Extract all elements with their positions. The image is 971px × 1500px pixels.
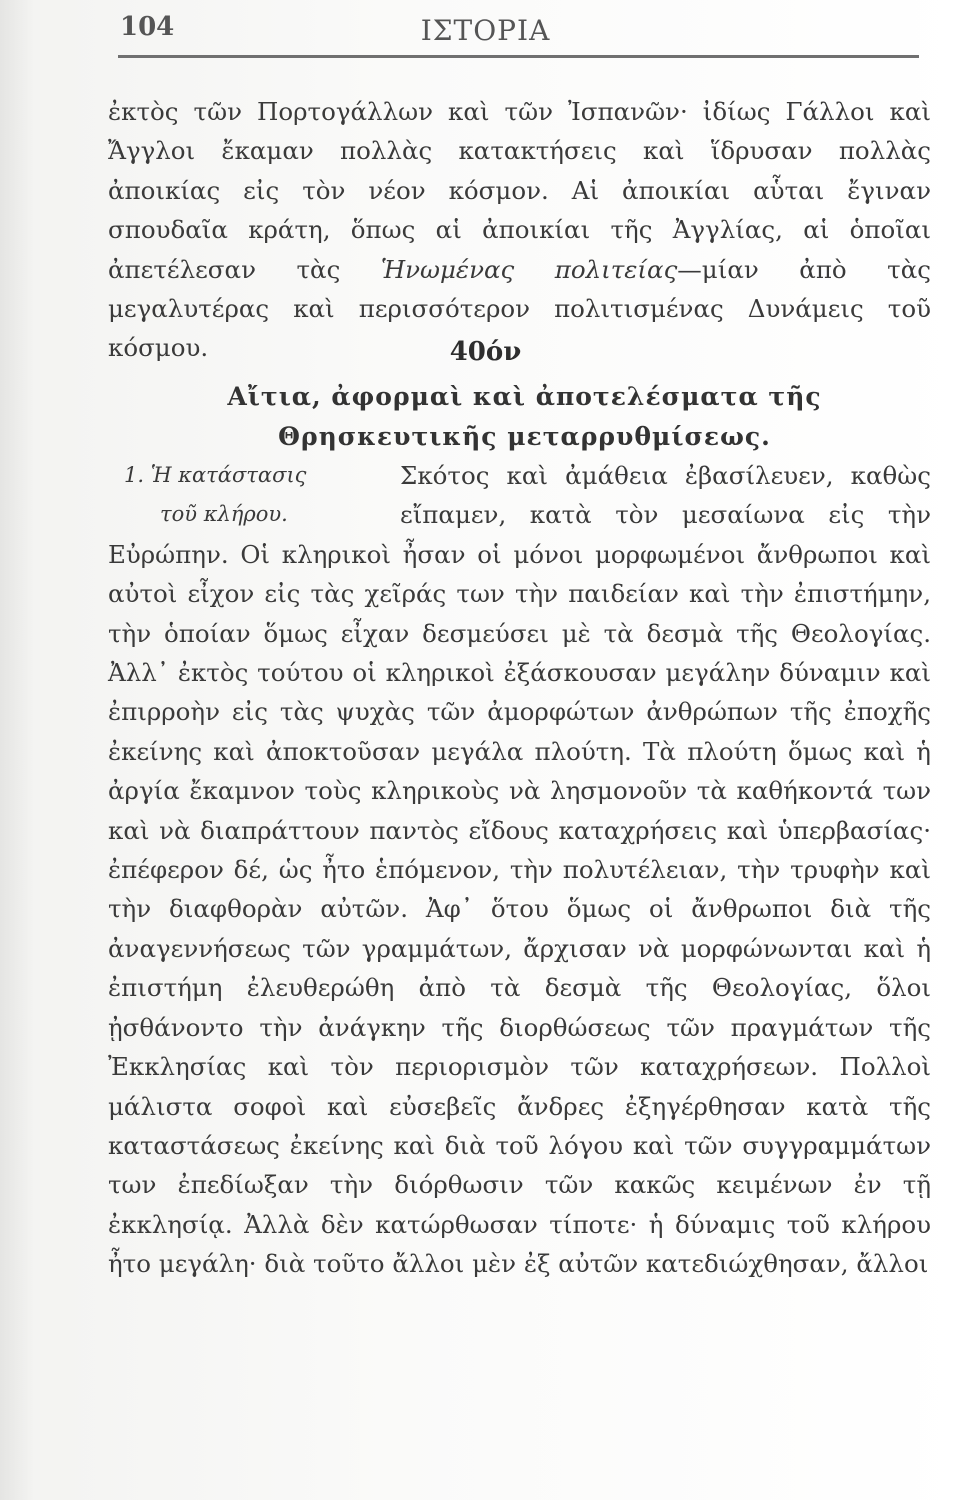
side-heading xyxy=(108,456,400,535)
gutter-shadow xyxy=(0,0,34,1500)
paragraph-1 xyxy=(108,92,931,368)
subsection-1-body: Σκότος καὶ ἀμάθεια ἐβασίλευεν, καθὼς εἴπαμεν, κατὰ τὸν μεσαίωνα εἰς τὴν Εὐρώπην. Οἱ κληρικοὶ ἦσαν οἱ μόνοι μορφωμένοι ἄνθρωποι καὶ αὐτοὶ εἶχον εἰς τὰς χεῖράς των τὴν παιδείαν καὶ τὴν ἐπιστήμην, τὴν ὁποίαν ὅμως εἶχαν δεσμεύσει μὲ τὰ δεσμὰ τῆς Θεολογίας. Ἀλλ᾽ ἐκτὸς τούτου οἱ κληρικοὶ ἐξάσκουσαν μεγάλην δύναμιν καὶ ἐπιρροὴν εἰς τὰς ψυχὰς τῶν ἀμορφώτων ἀνθρώπων τῆς ἐποχῆς ἐκείνης καὶ ἀποκτοῦσαν μεγάλα πλούτη. Τὰ πλούτη ὅμως καὶ ἡ ἀργία ἔκαμνον τοὺς κληρικοὺς νὰ λησμονοῦν τὰ καθήκοντά των καὶ νὰ διαπράττουν παντὸς εἴδους καταχρήσεις καὶ ὑπερβασίας· ἐπέφερον δέ, ὡς ἦτο ἑπόμενον, τὴν πολυτέλειαν, τὴν τρυφὴν καὶ τὴν διαφθορὰν αὐτῶν. Ἀφ᾽ ὅτου ὅμως οἱ ἄνθρωποι διὰ τῆς ἀναγεννήσεως τῶν γραμμάτων, ἄρχισαν νὰ μορφώνωνται καὶ ἡ ἐπιστήμη ἐλευθερώθη ἀπὸ τὰ δεσμὰ τῆς Θεολογίας, ὅλοι ᾐσθάνοντο τὴν ἀνάγκην τῆς διορθώσεως τῶν πραγμάτων τῆς Ἐκκλησίας καὶ τὸν περιορισμὸν τῶν καταχρήσεων. Πολλοὶ μάλιστα σοφοὶ καὶ εὐσεβεῖς ἄνδρες ἐξηγέρθησαν κατὰ τῆς καταστάσεως ἐκείνης καὶ διὰ τοῦ λόγου καὶ τῶν συγγραμμάτων των ἐπεδίωξαν τὴν διόρθωσιν τῶν κακῶς κειμένων ἐν τῇ ἐκκλησίᾳ. Ἀλλὰ δὲν κατώρθωσαν τίποτε· ἡ δύναμις τοῦ κλήρου ἦτο μεγάλη· διὰ τοῦτο ἄλλοι μὲν ἐξ αὐτῶν κατεδιώχθησαν, ἄλλοι xyxy=(108,461,931,1279)
side-heading-line-1: 1. Ἡ κατάστασις xyxy=(124,463,307,487)
section-title: Αἴτια, ἀφορμαὶ καὶ ἀποτελέσματα τῆς Θρησκευτικῆς μεταρρυθμίσεως. xyxy=(227,382,822,451)
side-heading-line-2: τοῦ κλήρου. xyxy=(160,502,288,527)
paragraph-1-text xyxy=(108,92,931,368)
paragraph-1-part1: ἐκτὸς τῶν Πορτογάλλων καὶ τῶν Ἰσπανῶν· ἰδίως Γάλλοι καὶ Ἄγγλοι ἔκαμαν πολλὰς κατακτήσεις καὶ ἵδρυσαν πολλὰς ἀποικίας εἰς τὸν νέον κόσμον. Αἱ ἀποικίαι αὗται ἔγιναν σπουδαῖα κράτη, ὅπως αἱ ἀποικίαι τῆς Ἀγγλίας, αἱ ὁποῖαι ἀπετέλεσαν τὰς xyxy=(108,97,931,284)
paragraph-1-part2: —μίαν ἀπὸ τὰς μεγαλυτέρας καὶ περισσότερον πολιτισμένας Δυνάμεις τοῦ κόσμου. xyxy=(108,254,931,363)
section-number: 40όν xyxy=(449,337,522,367)
subsection-1 xyxy=(108,456,931,1284)
running-head: ΙΣΤΟΡΙΑ xyxy=(420,14,551,47)
paragraph-1-emphasis: Ἡνωμένας πολιτείας xyxy=(380,254,678,284)
header-rule xyxy=(118,55,919,58)
page-number: 104 xyxy=(120,12,175,42)
